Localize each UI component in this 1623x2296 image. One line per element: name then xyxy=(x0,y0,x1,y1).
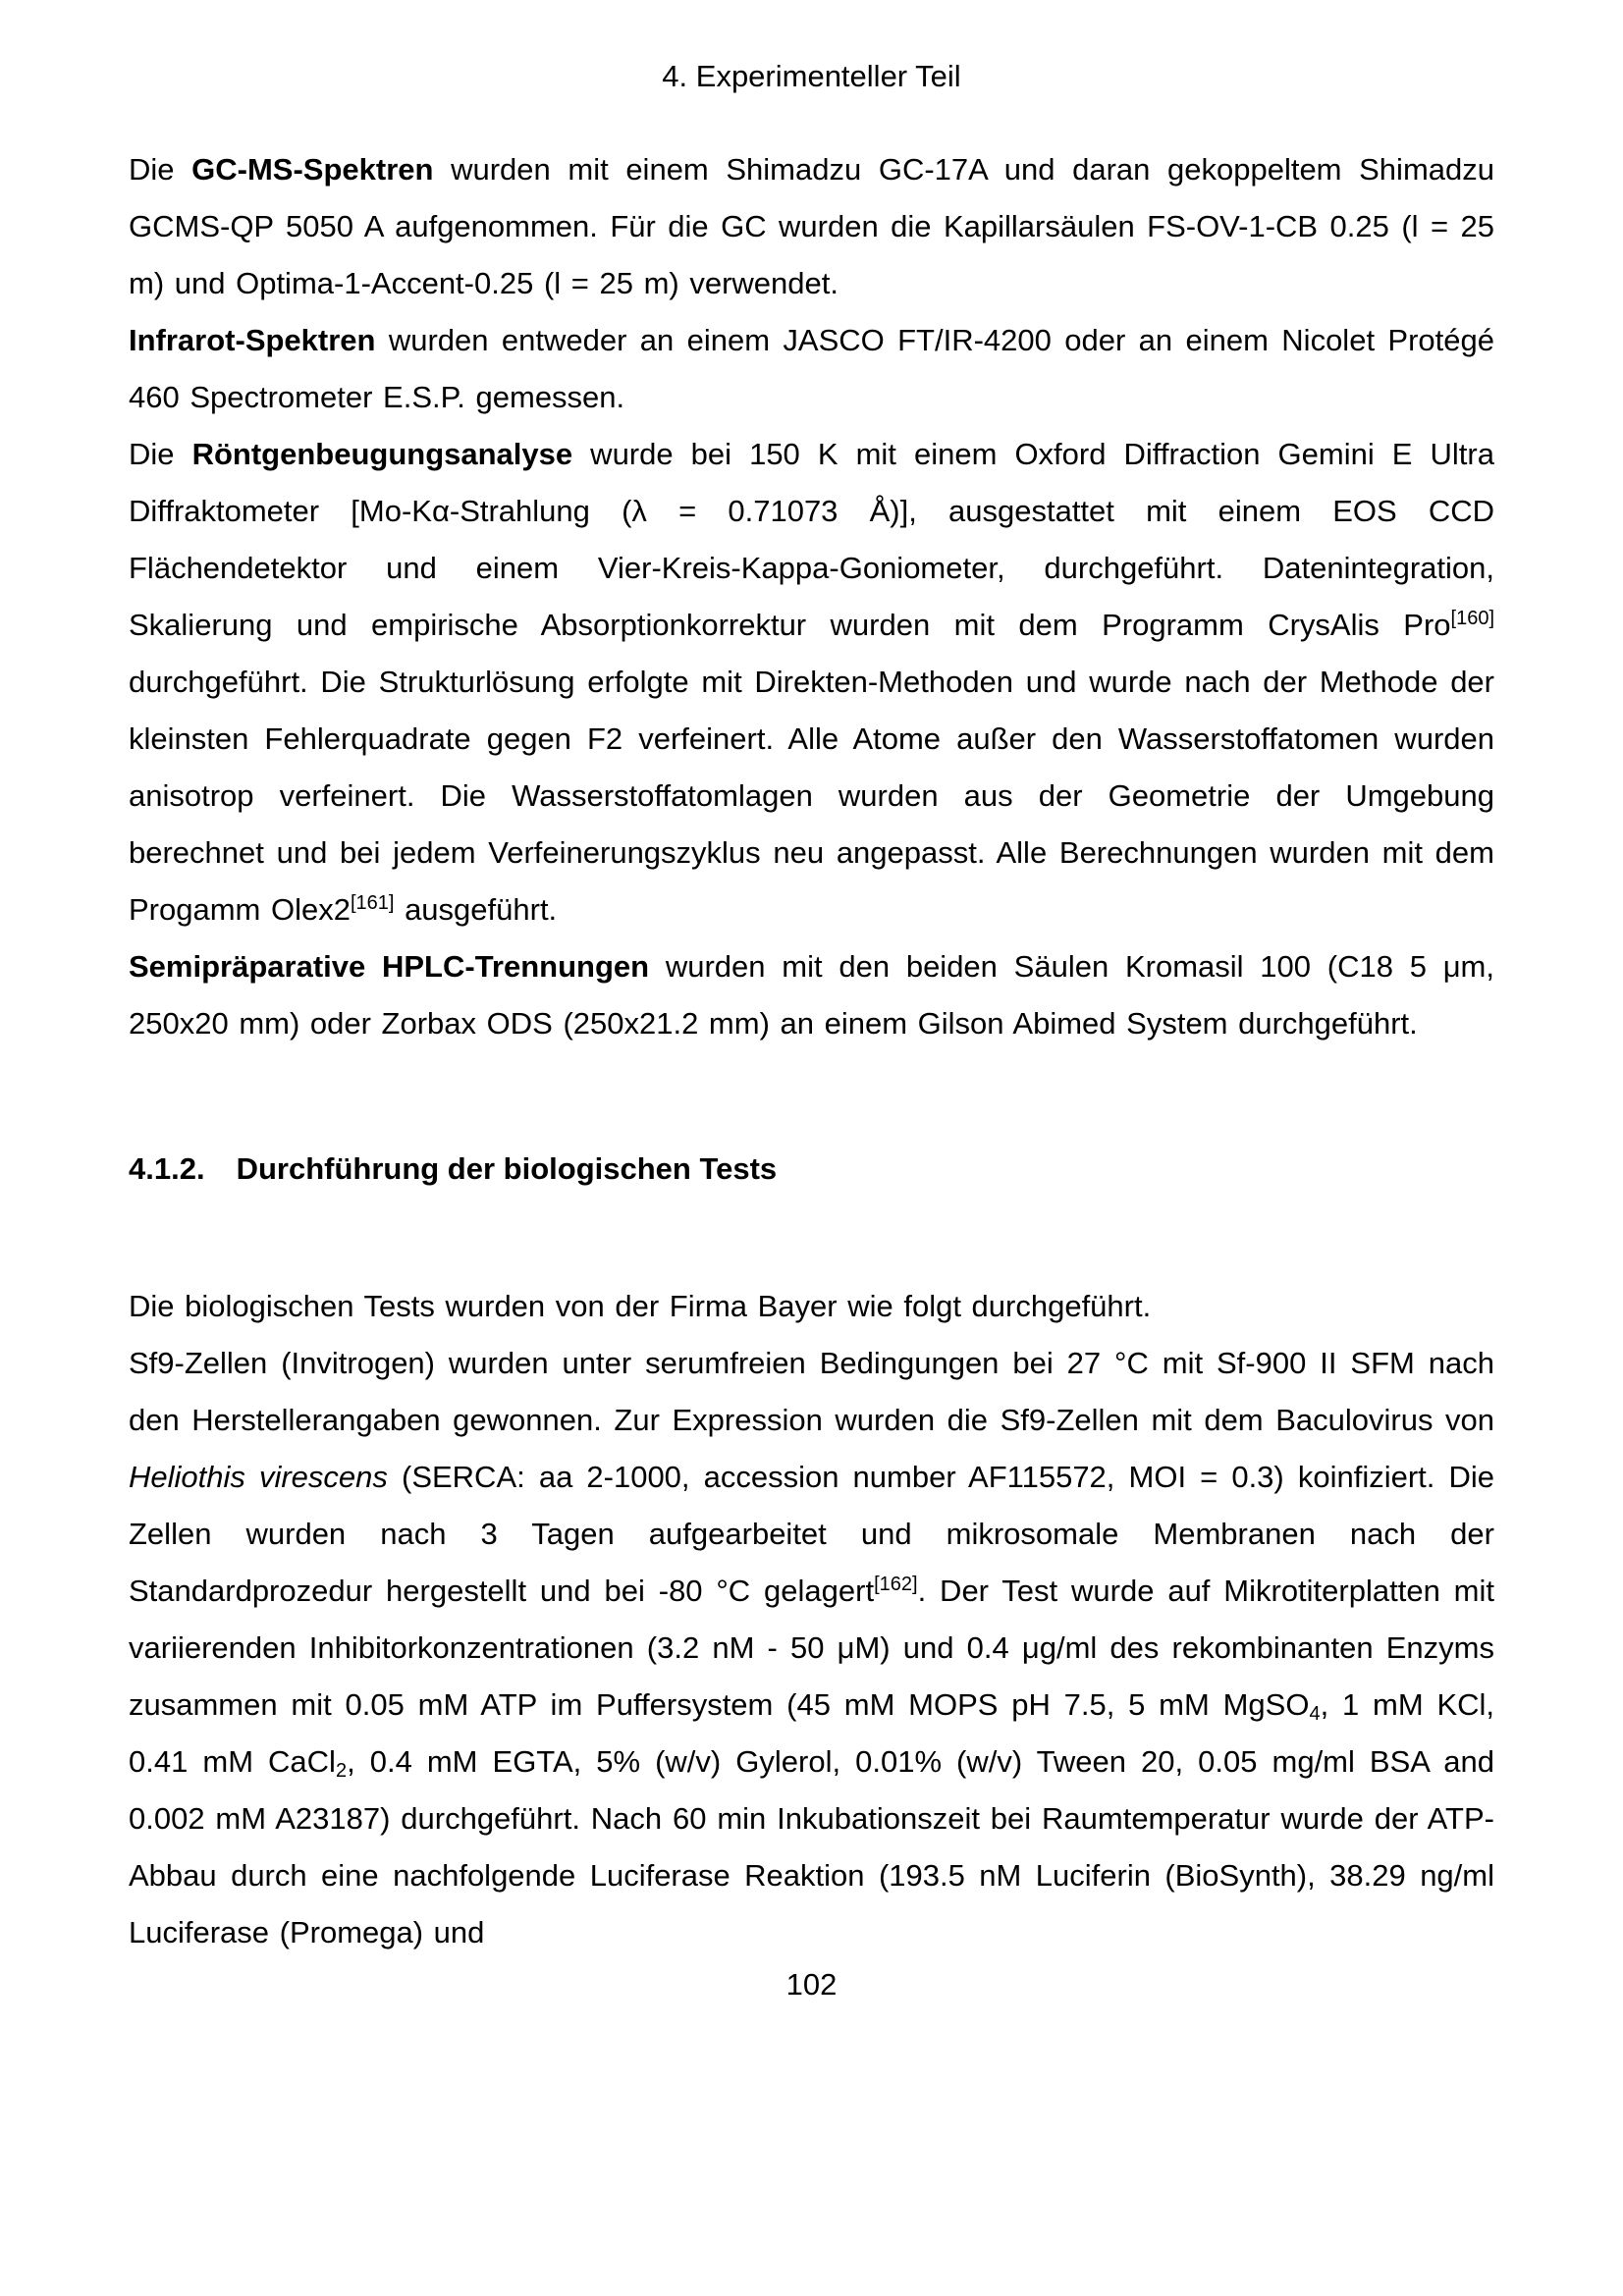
section-title: Durchführung der biologischen Tests xyxy=(236,1151,778,1186)
paragraph-xray-analysis: Die Röntgenbeugungsanalyse wurde bei 150 K mit einem Oxford Diffraction Gemini E Ultra Diffraktometer [Mo-Kα-Strahlung (λ = 0.71073 Å)], ausgestattet mit einem EOS CCD Flächendetektor und einem Vier-Kreis-Kappa-Goniometer, durchgeführt. Datenintegration, Skalierung und empirische Absorptionkorrektur wurden mit dem Programm CrysAlis Pro[160] durchgeführt. Die Strukturlösung erfolgte mit Direkten-Methoden und wurde nach der Methode der kleinsten Fehlerquadrate gegen F2 verfeinert. Alle Atome außer den Wasserstoffatomen wurden anisotrop verfeinert. Die Wasserstoffatomlagen wurden aus der Geometrie der Umgebung berechnet und bei jedem Verfeinerungszyklus neu angepasst. Alle Berechnungen wurden mit dem Progamm Olex2[161] ausgeführt. xyxy=(129,437,1494,927)
section-number: 4.1.2. xyxy=(129,1151,205,1186)
paragraph-bio-tests-intro: Die biologischen Tests wurden von der Firma Bayer wie folgt durchgeführt. xyxy=(129,1289,1152,1323)
paragraph-hplc-separations: Semipräparative HPLC-Trennungen wurden mit den beiden Säulen Kromasil 100 (C18 5 μm, 250x20 mm) oder Zorbax ODS (250x21.2 mm) an einem Gilson Abimed System durchgeführt. xyxy=(129,949,1494,1041)
paragraph-bio-tests-procedure: Sf9-Zellen (Invitrogen) wurden unter serumfreien Bedingungen bei 27 °C mit Sf-900 II SFM nach den Herstellerangaben gewonnen. Zur Expression wurden die Sf9-Zellen mit dem Baculovirus von Heliothis virescens (SERCA: aa 2-1000, accession number AF115572, MOI = 0.3) koinfiziert. Die Zellen wurden nach 3 Tagen aufgearbeitet und mikrosomale Membranen nach der Standardprozedur hergestellt und bei -80 °C gelagert[162]. Der Test wurde auf Mikrotiterplatten mit variierenden Inhibitorkonzentrationen (3.2 nM - 50 μM) und 0.4 μg/ml des rekombinanten Enzyms zusammen mit 0.05 mM ATP im Puffersystem (45 mM MOPS pH 7.5, 5 mM MgSO$_4$, 1 mM KCl, 0.41 mM CaCl$_2$, 0.4 mM EGTA, 5% (w/v) Gylerol, 0.01% (w/v) Tween 20, 0.05 mg/ml BSA and 0.002 mM A23187) durchgeführt. Nach 60 min Inkubationszeit bei Raumtemperatur wurde der ATP-Abbau durch eine nachfolgende Luciferase Reaktion (193.5 nM Luciferin (BioSynth), 38.29 ng/ml Luciferase (Promega) und xyxy=(129,1346,1495,1949)
page-number: 102 xyxy=(785,1967,838,2002)
paragraph-gcms-spectra: Die GC-MS-Spektren wurden mit einem Shimadzu GC-17A und daran gekoppeltem Shimadzu GCMS-QP 5050 A aufgenommen. Für die GC wurden die Kapillarsäulen FS-OV-1-CB 0.25 (l = 25 m) und Optima-1-Accent-0.25 (l = 25 m) verwendet. xyxy=(129,152,1494,300)
section-heading xyxy=(129,1148,1494,1190)
document-body xyxy=(129,141,1494,1961)
chapter-header: 4. Experimenteller Teil xyxy=(662,59,961,93)
paragraph-ir-spectra: Infrarot-Spektren wurden entweder an einem JASCO FT/IR-4200 oder an einem Nicolet Protégé 460 Spectrometer E.S.P. gemessen. xyxy=(129,323,1494,414)
